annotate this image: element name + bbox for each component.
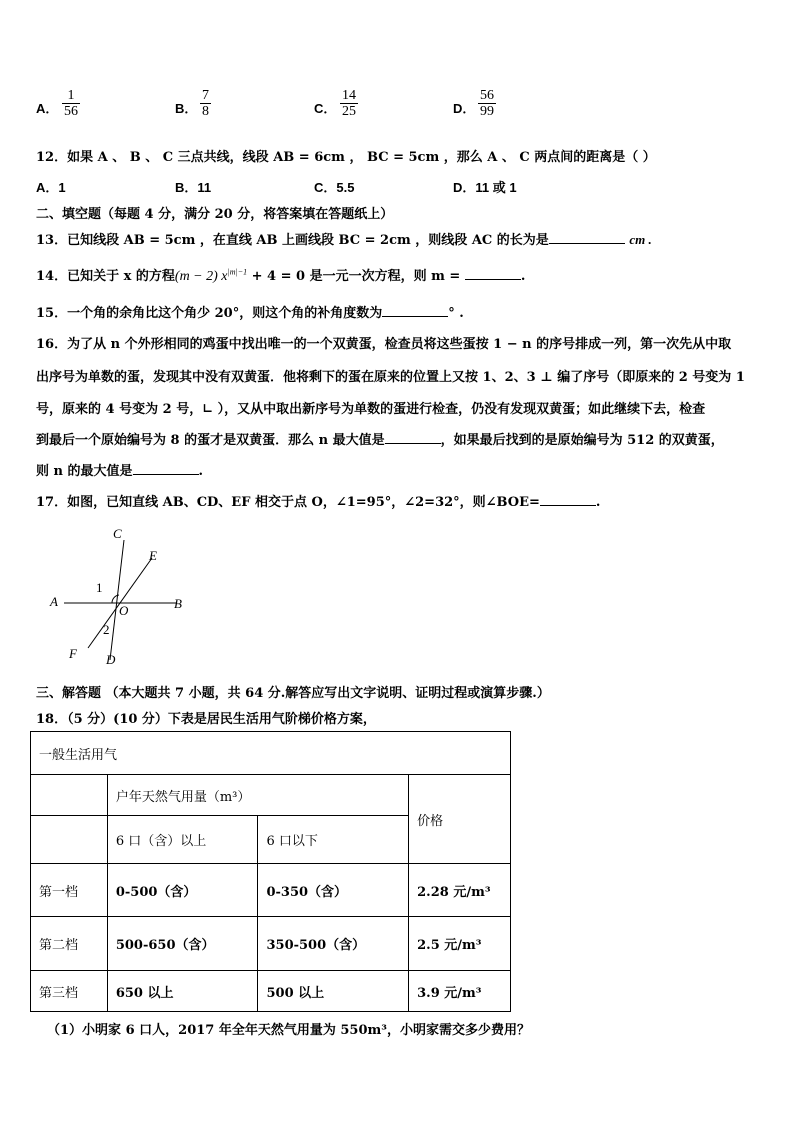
q16-text: 则 n 的最大值是: [36, 464, 133, 479]
numerator: 56: [480, 88, 494, 103]
q16-line-4: [36, 429, 724, 448]
option-label: D．: [453, 101, 476, 116]
q16-end: .: [198, 464, 204, 479]
q18-part-1: （1）小明家 6 口人，2017 年全年天然气用量为 550m³，小明家需交多少费用？: [47, 1023, 530, 1038]
q15: [36, 302, 464, 321]
q16-text-2: ，如果最后找到的是原始编号为 512 的双黄蛋，: [440, 433, 724, 448]
range-cell: 350-500（含）: [258, 917, 409, 971]
label-angle-2: 2: [103, 622, 110, 637]
q12-option-b: B．11: [175, 180, 212, 195]
answer-blank: [465, 267, 521, 280]
denominator: 25: [342, 104, 356, 119]
q13-unit: cm .: [629, 232, 652, 247]
q13: [36, 229, 652, 248]
section-2-title: 二、填空题（每题 4 分，满分 20 分，将答案填在答题纸上）: [36, 207, 394, 222]
q11-option-a: [36, 98, 58, 117]
q17-text: 17．如图，已知直线 AB、CD、EF 相交于点 O，∠1=95°，∠2=32°，则∠BOE=: [36, 495, 540, 510]
q14-text-2: + 4 = 0 是一元一次方程，则 m =: [247, 269, 465, 284]
q14: [36, 265, 525, 285]
q12-text: 12．如果 A 、 B 、 C 三点共线，线段 AB = 6cm ， BC = 5cm ，那么 A 、 C 两点间的距离是（ ）: [36, 150, 656, 165]
label-a: A: [50, 594, 58, 609]
numerator: 1: [67, 88, 75, 103]
usage-header: 户年天然气用量（m³）: [107, 775, 408, 816]
col-6-plus: 6 口（含）以上: [107, 816, 258, 864]
col-6-minus: 6 口以下: [258, 816, 409, 864]
answer-blank: [133, 462, 199, 475]
q11-fraction-c: [340, 88, 358, 119]
q13-text: 13．已知线段 AB = 5cm ，在直线 AB 上画线段 BC = 2cm ，则线段 AC 的长为是: [36, 233, 549, 248]
answer-blank: [385, 431, 441, 444]
table-row: [31, 971, 511, 1012]
angle-1-arc: [112, 595, 119, 603]
option-label: C．: [314, 101, 337, 116]
q14-text: 14．已知关于 x 的方程: [36, 269, 175, 284]
q16-line-2: 出序号为单数的蛋，发现其中没有双黄蛋．他将剩下的蛋在原来的位置上又按 1、2、3 ⊥ 编了序号（即原来的 2 号变为 1: [36, 370, 745, 385]
table-row: [31, 864, 511, 917]
range-cell: 650 以上: [107, 971, 258, 1012]
section-3-title: 三、解答题 （本大题共 7 小题，共 64 分.解答应写出文字说明、证明过程或演算步骤.）: [36, 686, 550, 701]
option-label: A．: [36, 101, 59, 116]
price-cell: 2.28 元/m³: [409, 864, 511, 917]
numerator: 14: [342, 88, 356, 103]
tier-cell: 第一档: [31, 864, 108, 917]
q16-line-5: [36, 460, 203, 479]
q12-option-a: A．1: [36, 180, 66, 195]
q16-text: 到最后一个原始编号为 8 的蛋才是双黄蛋．那么 n 最大值是: [36, 433, 385, 448]
table-empty-cell: [31, 775, 108, 816]
q14-equation: (m − 2) x: [174, 269, 228, 284]
table-row: [31, 917, 511, 971]
q18-title: 18．（5 分）(10 分）下表是居民生活用气阶梯价格方案，: [36, 712, 376, 727]
q11-fraction-d: [478, 88, 496, 119]
table-empty-cell: [31, 816, 108, 864]
q11-fraction-b: [200, 88, 211, 119]
q17-end: .: [595, 495, 601, 510]
range-cell: 0-500（含）: [107, 864, 258, 917]
price-cell: 2.5 元/m³: [409, 917, 511, 971]
label-o: O: [119, 603, 129, 618]
price-header: 价格: [409, 775, 511, 864]
q11-option-c: [314, 98, 336, 117]
q14-end: .: [520, 269, 526, 284]
geometry-figure: [40, 520, 200, 670]
option-label: B．: [175, 101, 198, 116]
q11-fraction-a: [62, 88, 80, 119]
label-c: C: [113, 526, 122, 541]
range-cell: 500 以上: [258, 971, 409, 1012]
price-table: [30, 731, 511, 1012]
denominator: 56: [64, 104, 78, 119]
q11-option-d: [453, 98, 475, 117]
denominator: 8: [202, 104, 209, 119]
answer-blank: [540, 493, 596, 506]
q14-exponent: |m|−1: [227, 267, 248, 277]
numerator: 7: [202, 88, 209, 103]
q16-line-1: 16．为了从 n 个外形相同的鸡蛋中找出唯一的一个双黄蛋，检查员将这些蛋按 1 − n 的序号排成一列，第一次先从中取: [36, 337, 732, 352]
q12-option-c: C．5.5: [314, 180, 355, 195]
table-header: 一般生活用气: [31, 732, 511, 775]
q16-line-3: 号，原来的 4 号变为 2 号，∟ ），又从中取出新序号为单数的蛋进行检查，仍没有发现双黄蛋；如此继续下去，检查: [36, 402, 706, 417]
q15-end: ° .: [448, 306, 464, 321]
label-e: E: [149, 548, 157, 563]
q17: [36, 491, 600, 510]
q11-option-b: [175, 98, 197, 117]
label-angle-1: 1: [96, 580, 103, 595]
answer-blank: [382, 304, 448, 317]
label-b: B: [174, 596, 182, 611]
denominator: 99: [480, 104, 494, 119]
q12-option-d: D．11 或 1: [453, 180, 517, 195]
price-cell: 3.9 元/m³: [409, 971, 511, 1012]
q15-text: 15．一个角的余角比这个角少 20°，则这个角的补角度数为: [36, 306, 383, 321]
answer-blank: [549, 231, 625, 244]
range-cell: 0-350（含）: [258, 864, 409, 917]
tier-cell: 第三档: [31, 971, 108, 1012]
tier-cell: 第二档: [31, 917, 108, 971]
label-f: F: [69, 646, 77, 661]
label-d: D: [106, 652, 116, 667]
range-cell: 500-650（含）: [107, 917, 258, 971]
